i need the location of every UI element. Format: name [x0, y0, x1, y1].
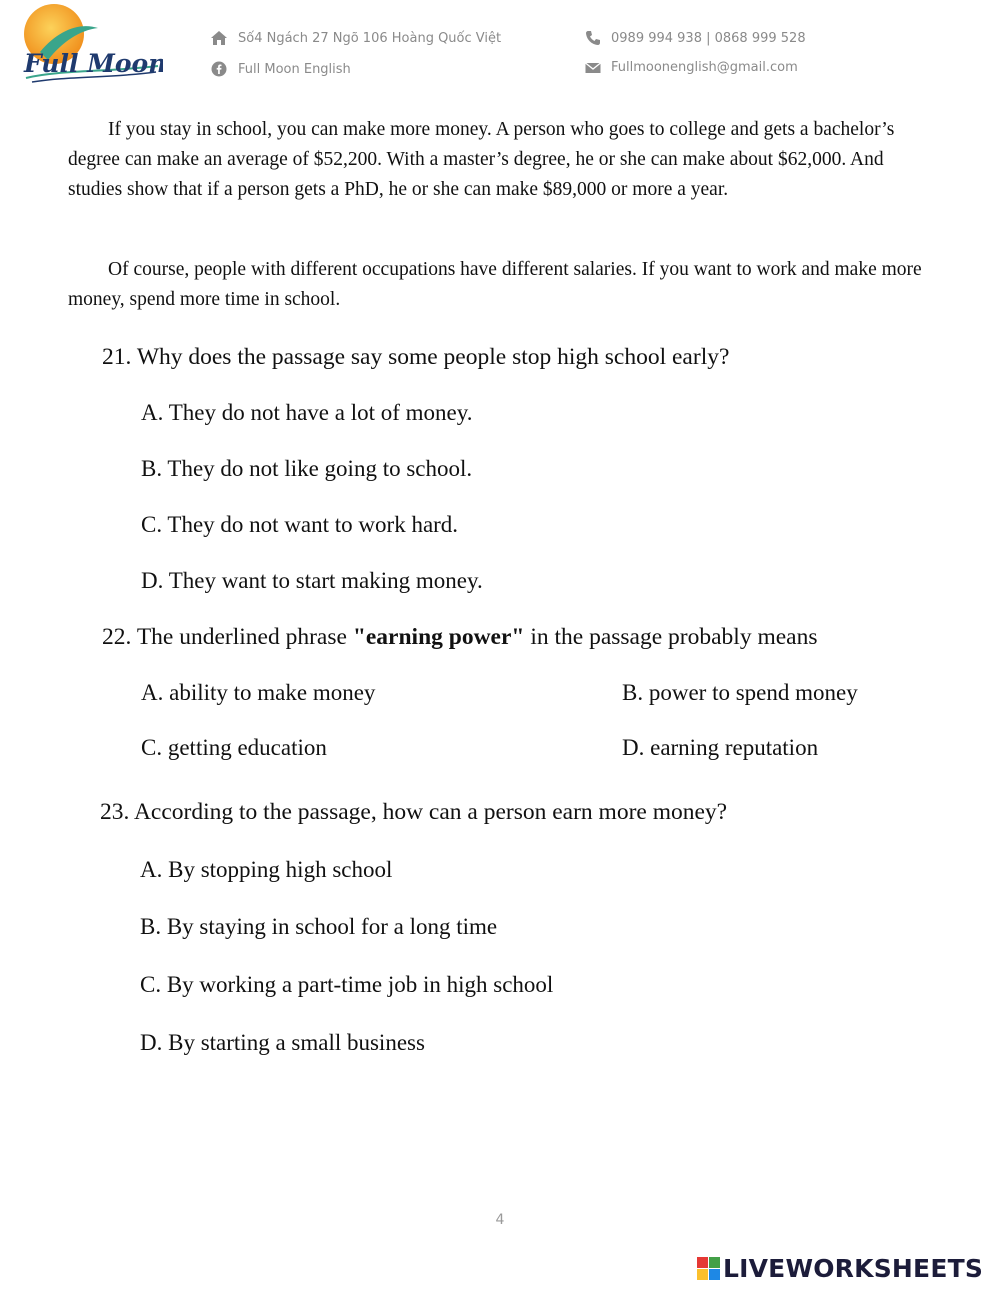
question-23-stem: 23. According to the passage, how can a person earn more money? [100, 799, 728, 825]
email-info [585, 60, 798, 75]
question-21-option-a[interactable]: A. They do not have a lot of money. [141, 400, 473, 425]
facebook-icon [210, 61, 228, 77]
home-icon [210, 30, 228, 46]
passage-paragraph-2 [68, 255, 938, 315]
question-21-option-d[interactable]: D. They want to start making money. [141, 568, 483, 593]
question-22-stem-start: 22. The underlined phrase [102, 624, 353, 650]
question-21-option-b[interactable]: B. They do not like going to school. [141, 456, 473, 481]
question-22-option-b[interactable]: B. power to spend money [622, 680, 858, 705]
lw-block-e [709, 1269, 720, 1280]
liveworksheets-logo[interactable] [697, 1254, 983, 1283]
question-21-option-c[interactable]: C. They do not want to work hard. [141, 512, 459, 537]
question-23-option-a[interactable]: A. By stopping high school [140, 857, 393, 882]
question-22-stem-end: in the passage probably means [524, 624, 818, 650]
question-22-key-phrase: "earning power" [352, 624, 525, 650]
phone-info [585, 30, 806, 46]
phone-icon [585, 30, 601, 46]
question-22-option-d[interactable]: D. earning reputation [622, 735, 819, 760]
question-23-option-c[interactable]: C. By working a part-time job in high school [140, 972, 554, 997]
full-moon-logo [18, 0, 163, 90]
moon-logo-graphic [18, 0, 163, 90]
phone-text: 0989 994 938 | 0868 999 528 [611, 30, 806, 46]
question-23-option-d[interactable]: D. By starting a small business [140, 1030, 425, 1055]
address-text: Số4 Ngách 27 Ngõ 106 Hoàng Quốc Việt [238, 30, 502, 46]
facebook-text: Full Moon English [238, 61, 351, 77]
lw-block-i [709, 1257, 720, 1268]
liveworksheets-blocks-icon [697, 1257, 720, 1280]
question-23-option-b[interactable]: B. By staying in school for a long time [140, 914, 498, 939]
email-text: Fullmoonenglish@gmail.com [611, 60, 798, 75]
question-22-stem [102, 624, 817, 651]
facebook-info [210, 61, 351, 77]
paragraph-1-text: If you stay in school, you can make more money. A person who goes to college and gets a bachelor’s degree can make an average of $52,200. With a master’s degree, he or she can make about $62,000. And studies show that if a person gets a PhD, he or she can make $89,000 or more a year. [68, 119, 895, 200]
question-22-option-a[interactable]: A. ability to make money [141, 680, 376, 705]
address-info [210, 30, 501, 46]
page-number: 4 [495, 1212, 505, 1228]
question-21-stem: 21. Why does the passage say some people stop high school early? [102, 344, 730, 370]
passage-paragraph-1 [68, 115, 938, 205]
lw-block-l [697, 1257, 708, 1268]
logo-text: Full Moon [24, 49, 163, 78]
paragraph-2-text: Of course, people with different occupations have different salaries. If you want to work and make more money, spend more time in school. [68, 259, 922, 310]
question-22-option-c[interactable]: C. getting education [141, 735, 327, 760]
liveworksheets-text: LIVEWORKSHEETS [723, 1254, 984, 1283]
mail-icon [585, 61, 601, 75]
lw-block-v [697, 1269, 708, 1280]
